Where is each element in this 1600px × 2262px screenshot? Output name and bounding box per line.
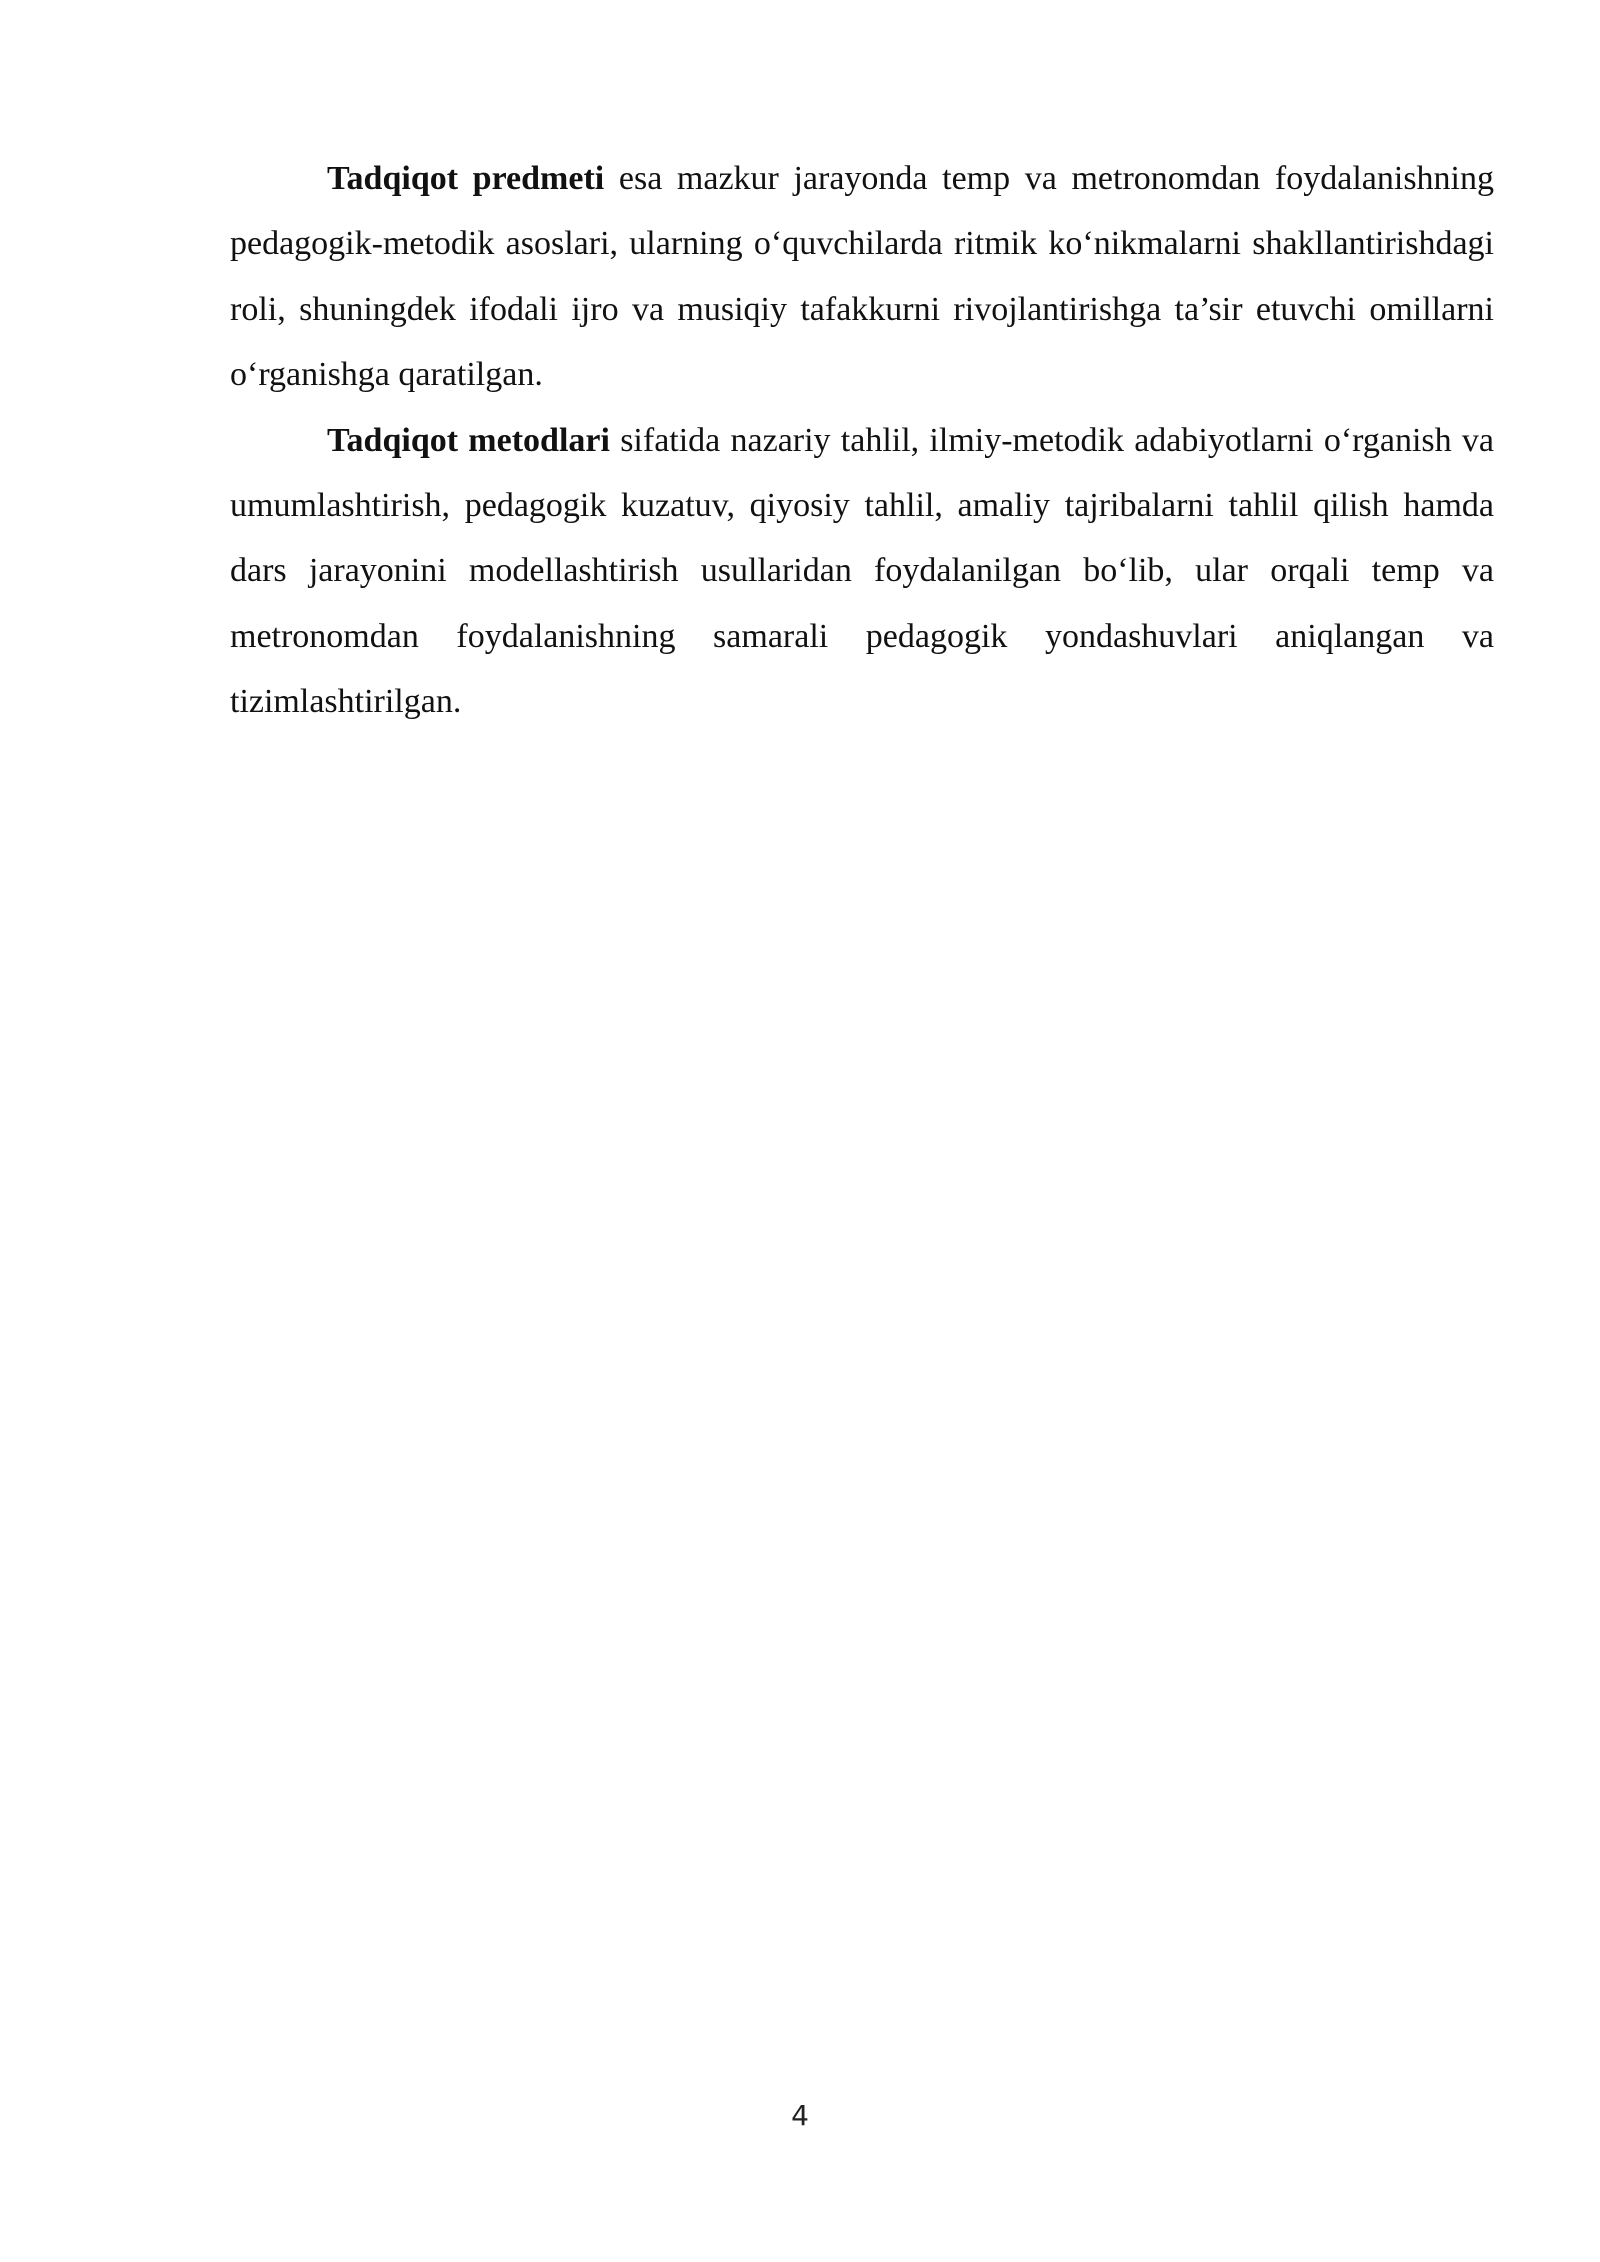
paragraph-lead-bold: Tadqiqot metodlari	[327, 421, 610, 459]
paragraph-lead-bold: Tadqiqot predmeti	[327, 160, 605, 197]
body-text	[230, 146, 1494, 735]
page-number: 4	[791, 2099, 809, 2132]
paragraph-text: esa mazkur jarayonda temp va metronomdan foydalanishning pedagogik-metodik asoslari, ularning o‘quvchilarda ritmik ko‘nikmalarni shakllantirishdagi roli, shuningdek ifodali ijro va musiqiy tafakkurni rivojlantirishga ta’sir etuvchi omillarni o‘rganishga qaratilgan.	[230, 160, 1494, 394]
paragraph-research-methods	[230, 408, 1494, 735]
paragraph-research-subject	[230, 146, 1494, 408]
paragraph-text: sifatida nazariy tahlil, ilmiy-metodik adabiyotlarni o‘rganish va umumlashtirish, pedagogik kuzatuv, qiyosiy tahlil, amaliy tajribalarni tahlil qilish hamda dars jarayonini modellashtirish usullaridan foydalanilgan bo‘lib, ular orqali temp va metronomdan foydalanishning samarali pedagogik yondashuvlari aniqlangan va tizimlashtirilgan.	[230, 421, 1494, 721]
